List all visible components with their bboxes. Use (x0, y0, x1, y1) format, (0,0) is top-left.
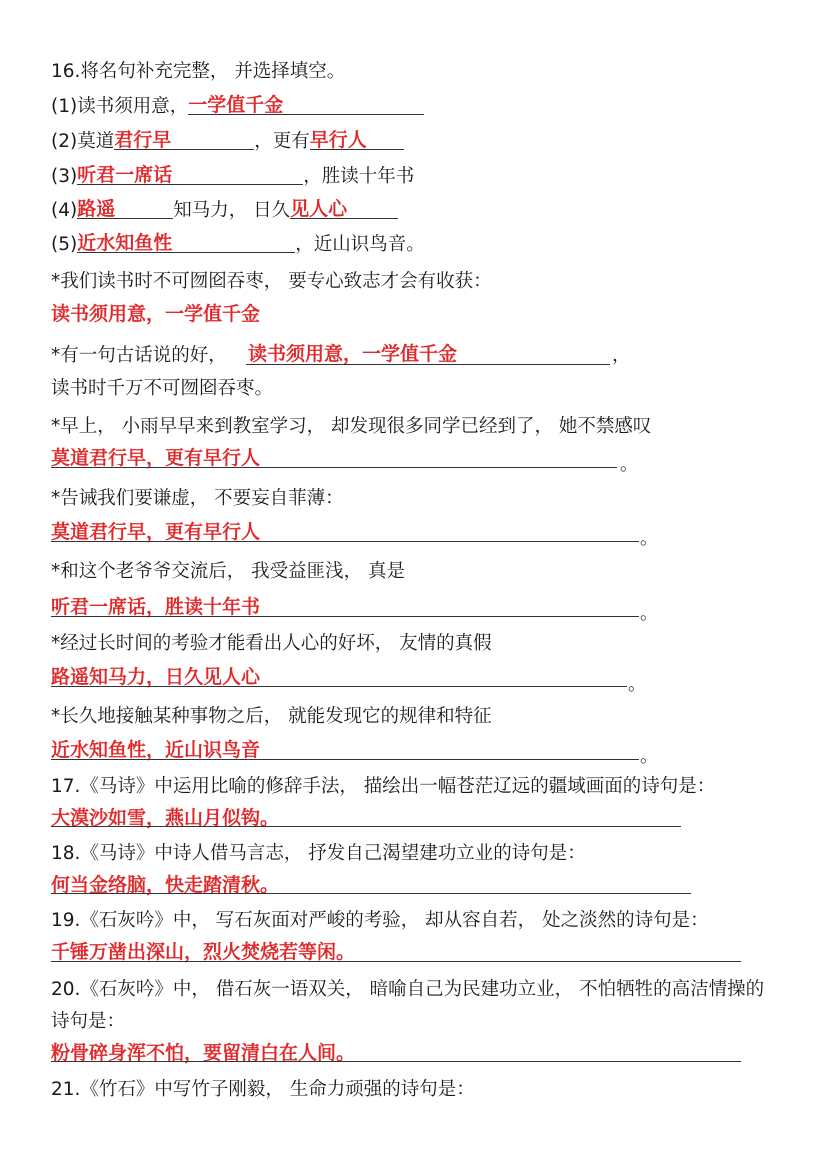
scenario-prompt: *和这个老爷爷交流后， 我受益匪浅， 真是 (51, 561, 406, 582)
scenario-answer: 莫道君行早，更有早行人 (51, 447, 261, 469)
q19-answer: 千锤万凿出深山，烈火焚烧若等闲。 (51, 941, 356, 963)
scenario-prompt: *告诫我们要谦虚， 不要妄自菲薄： (51, 488, 344, 509)
q20-question-continued: 诗句是： (51, 1011, 126, 1032)
answer-underline (51, 541, 639, 542)
scenario-answer: 读书须用意，一学值千金 (51, 303, 261, 325)
scenario-tail: ， (612, 345, 631, 366)
answer-blank[interactable]: 早行人 (310, 129, 404, 150)
scenario-answer: 莫道君行早，更有早行人 (51, 521, 261, 543)
answer-blank[interactable]: 君行早 (114, 129, 254, 150)
answer-blank[interactable]: 近水知鱼性 (77, 232, 295, 253)
scenario-continuation: 读书时千万不可囫囵吞枣。 (51, 378, 274, 399)
answer-blank[interactable]: 路遥 (77, 198, 173, 219)
scenario-prompt: *长久地接触某种事物之后， 就能发现它的规律和特征 (51, 706, 492, 727)
q21-question: 21.《竹石》中写竹子刚毅， 生命力顽强的诗句是： (51, 1079, 475, 1100)
q16-item-3: (3) 听君一席话 ，胜读十年书 (51, 164, 415, 187)
q19-question: 19.《石灰吟》中， 写石灰面对严峻的考验， 却从容自若， 处之淡然的诗句是： (51, 910, 709, 931)
answer-blank[interactable]: 见人心 (290, 198, 398, 219)
answer-underline (51, 759, 639, 760)
q16-item-4: (4) 路遥 知马力， 日久 见人心 (51, 198, 398, 223)
answer-underline (51, 616, 639, 617)
q16-item-1: (1)读书须用意， 一学值千金 (51, 94, 424, 119)
answer-underline (51, 1061, 741, 1062)
q20-question: 20.《石灰吟》中， 借石灰一语双关， 暗喻自己为民建功立业， 不怕牺牲的高洁情操的 (51, 979, 765, 1000)
period: 。 (620, 454, 638, 475)
scenario-answer: 路遥知马力，日久见人心 (51, 666, 261, 688)
answer-underline (51, 826, 681, 827)
answer-blank[interactable]: 一学值千金 (188, 94, 424, 115)
q18-answer: 何当金络脑，快走踏清秋。 (51, 874, 280, 896)
period: 。 (640, 528, 658, 549)
scenario-prompt: *有一句古话说的好， (51, 345, 227, 366)
q17-answer: 大漠沙如雪，燕山月似钩。 (51, 807, 280, 829)
period: 。 (640, 746, 658, 767)
answer-underline (51, 467, 617, 468)
scenario-answer: 近水知鱼性，近山识鸟音 (51, 739, 261, 761)
q16-title: 16.将名句补充完整， 并选择填空。 (51, 61, 346, 82)
scenario-answer: 读书须用意，一学值千金 (248, 343, 458, 365)
q16-item-2: (2)莫道 君行早 ，更有 早行人 (51, 129, 404, 154)
scenario-answer: 听君一席话，胜读十年书 (51, 596, 261, 618)
answer-underline (51, 961, 741, 962)
answer-underline (51, 686, 627, 687)
q18-question: 18.《马诗》中诗人借马言志， 抒发自己渴望建功立业的诗句是： (51, 843, 586, 864)
q17-question: 17.《马诗》中运用比喻的修辞手法， 描绘出一幅苍茫辽远的疆域画面的诗句是： (51, 776, 716, 797)
answer-underline (246, 364, 610, 365)
q16-item-5: (5) 近水知鱼性 ，近山识鸟音。 (51, 232, 425, 255)
q20-answer: 粉骨碎身浑不怕，要留清白在人间。 (51, 1042, 356, 1064)
period: 。 (640, 603, 658, 624)
answer-blank[interactable]: 听君一席话 (77, 164, 303, 185)
answer-underline (51, 893, 691, 894)
scenario-prompt: *经过长时间的考验才能看出人心的好坏， 友情的真假 (51, 633, 492, 654)
scenario-prompt: *早上， 小雨早早来到教室学习， 却发现很多同学已经到了， 她不禁感叹 (51, 416, 652, 437)
scenario-prompt: *我们读书时不可囫囵吞枣， 要专心致志才会有收获： (51, 271, 492, 292)
period: 。 (628, 674, 646, 695)
